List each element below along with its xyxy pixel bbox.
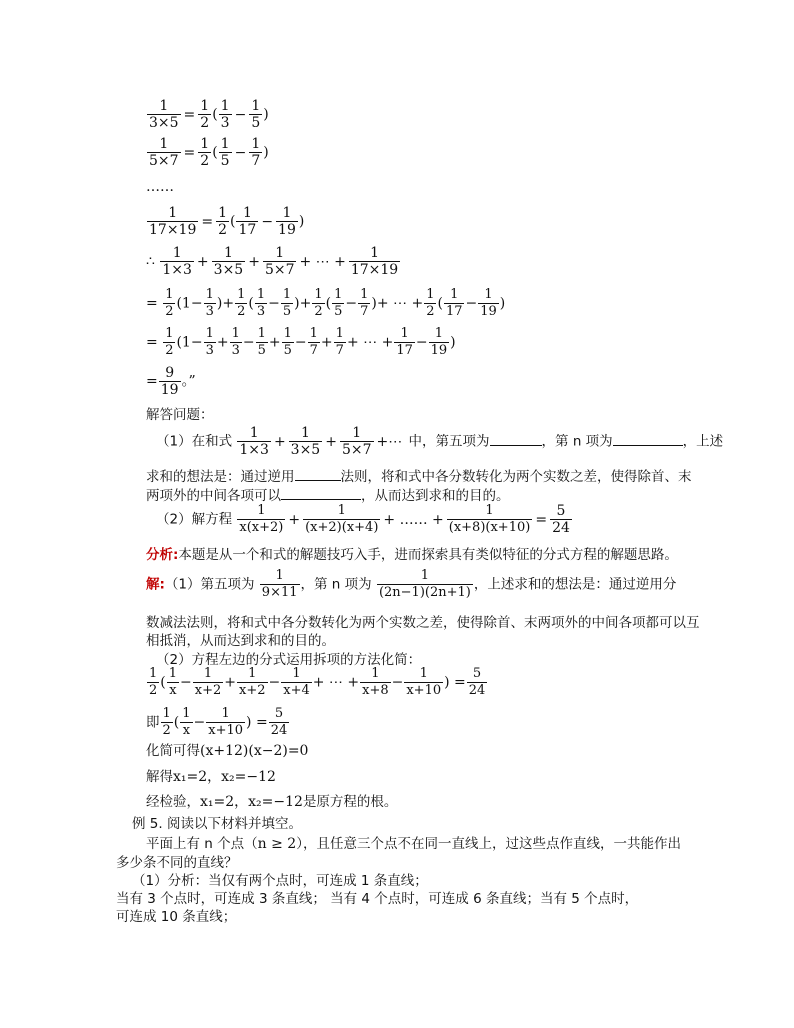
minus-sign: − [234,106,247,123]
example-5-line-1 [146,835,681,853]
denominator: (x+8)(x+10) [448,520,531,535]
denominator: 2 [218,222,228,238]
example-5-line-5: 可连成 10 条直线； [116,909,237,925]
fraction [147,98,181,131]
question-1-line3b: ，从而达到求和的目的。 [361,488,510,504]
denominator: 2 [200,153,210,169]
simplify-line [146,742,308,760]
check-tail: 是原方程的根。 [302,794,398,810]
numerator: 1 [275,245,285,261]
question-2: （2）解方程 $\frac{1}{x(x+2)}$ + $\frac{1}{(x+2)(x+4)}$ + …… + $\frac{1}{(x+8)(x+10)}$ = $\frac{5}{24}$ [156,503,570,536]
numerator: 1 [172,245,182,261]
blank-fifth-term[interactable] [490,431,542,446]
paren-open: ( [230,213,236,230]
paren-close: ) [263,106,269,123]
denominator: 24 [552,520,570,536]
denominator: 3 [220,115,230,131]
numerator: 1 [251,136,261,152]
solve-label: 解得 [146,769,173,785]
equation-2 [146,136,269,169]
example-5-line-3: （1）分析：当仅有两个点时，可连成 1 条直线； [132,873,428,889]
numerator: 1 [200,98,210,114]
step-2: = $\frac{1}{2}$ (1− $\frac{1}{3}$ + $\frac{1}{3}$ − $\frac{1}{5}$ + $\frac{1}{5}$ − $\frac{1}{7}$ + $\frac{1}{7}$ + ⋯ + $\frac{1}{17}$ − $\frac{1}{19}$ ) [146,326,456,358]
numerator: 1 [220,98,230,114]
numerator: 1 [242,205,252,221]
question-1-line-1: （1）在和式 $\frac{1}{1\times 3}$ + $\frac{1}{3\times 5}$ + $\frac{1}{5\times 7}$ +⋯ 中，第五项为 ，第 n 项为 ，上述 [156,425,724,458]
solution-part-2: （2）方程左边的分式运用拆项的方法化简： [156,652,422,668]
numerator: 1 [282,205,292,221]
question-1-mid2: ，第 n 项为 [541,433,613,450]
denominator: 17×19 [149,222,197,238]
numerator: 1 [200,136,210,152]
denominator: 19 [160,382,179,398]
question-1-tail: ，上述 [682,433,724,450]
paren-close: ) [298,213,305,230]
analysis-text: 本题是从一个和式的解题技巧入手，进而探索具有类似特征的分式方程的解题思路。 [178,547,678,563]
example-5-l1b: ），且任意三个点不在同一直线上，过这些点作直线，一共能作出 [296,836,681,852]
step-1: = $\frac{1}{2}$ (1− $\frac{1}{3}$ )+ $\frac{1}{2}$ ( $\frac{1}{3}$ − $\frac{1}{5}$ )+ $\frac{1}{2}$ ( $\frac{1}{5}$ − $\frac{1}{7}$ )+ ⋯ + $\frac{1}{2}$ ( $\frac{1}{17}$ − $\frac{1}{19}$ ) [146,287,506,319]
numerator: 1 [223,245,233,261]
blank-rule[interactable] [295,466,341,481]
analysis [146,546,678,564]
paren-open: ( [212,144,218,161]
equals-sign: = [183,106,196,123]
equals-sign: = [146,334,158,351]
solution-p1: （1）第五项为 [164,576,255,593]
closing-quote: 。” [181,373,196,390]
blank-nth-term[interactable] [613,431,683,446]
denominator: (x+2)(x+4) [305,520,379,535]
example-5-line-4: 当有 3 个点时，可连成 3 条直线； 当有 4 个点时，可连成 6 条直线；当有 5 个点时， [116,891,639,907]
numerator: 1 [159,136,169,152]
simplify-label: 化简可得 [146,743,200,759]
denominator: 1×3 [162,262,192,278]
example-5-title: 例 5. 阅读以下材料并填空。 [132,816,302,832]
sum-dots: + ⋯ + [299,253,346,270]
check-line [146,793,397,811]
solution-line-1: 解:（1）第五项为 $\frac{1}{9\times 11}$ ，第 n 项为 $\frac{1}{(2n-1)(2n+1)}$ ，上述求和的想法是：通过逆用分 [146,568,677,600]
numerator: 1 [370,245,379,261]
question-1-line3a: 两项外的中间各项可以 [146,488,281,504]
denominator: 5×7 [149,153,179,169]
denominator: x(x+2) [239,520,284,535]
equals-sign: = [183,144,196,161]
answer-heading: 解答问题： [146,407,214,423]
numerator: 1 [218,205,228,221]
denominator: 3×5 [213,262,244,278]
question-2-label: （2）解方程 [156,511,233,528]
paren-close: ) [263,144,269,161]
question-1-line2a: 求和的想法是：通过逆用 [146,469,295,485]
ji-label: 即 [146,714,160,731]
solution-p2: ，第 n 项为 [300,576,372,593]
roots: x₁=2，x₂=−12 [173,769,276,785]
sum-expression: ∴ $\frac{1}{1\times 3}$ + $\frac{1}{3\times 5}$ + $\frac{1}{5\times 7}$ + ⋯ + $\frac{1}{17\times 19}$ [146,245,399,278]
denominator: 17 [238,222,257,238]
equation-3 [146,205,304,238]
denominator: 2 [200,115,210,131]
sum-dots: + …… + [383,511,444,528]
check-roots: x₁=2，x₂=−12 [200,794,303,810]
simplified-form: 即 $\frac{1}{2}$ ( $\frac{1}{x}$ − $\frac{1}{x+10}$ ) = $\frac{5}{24}$ [146,706,288,738]
denominator: 19 [278,222,296,238]
numerator: 1 [168,205,178,221]
solution-line-2: 数减法法则，将和式中各分数转化为两个实数之差，使得除首、末两项外的中间各项都可以互 [146,615,700,631]
solution-label: 解: [146,576,165,593]
question-1-line-2 [146,466,692,486]
numerator: 9 [165,365,175,381]
solution-p3: ，上述求和的想法是：通过逆用分 [473,576,677,593]
solution-line-3: 相抵消，从而达到求和的目的。 [146,633,335,649]
numerator: 1 [251,98,261,114]
blank-cancel[interactable] [281,485,361,500]
denominator: 17×19 [350,262,399,278]
denominator: 5 [251,115,261,131]
result: = $\frac{9}{19}$ 。” [146,365,196,398]
minus-sign: − [234,144,247,161]
analysis-label: 分析: [146,547,179,563]
denominator: 3×5 [149,115,179,131]
equals-sign: = [146,295,158,312]
simplified-equation: (x+12)(x−2)=0 [200,743,309,759]
question-1-label: （1）在和式 [156,433,233,450]
numerator: 1 [220,136,230,152]
denominator: (2n−1)(2n+1) [378,585,471,600]
numerator: 1 [159,98,169,114]
question-1-line-3 [146,485,510,505]
question-1-line2b: 法则，将和式中各分数转化为两个实数之差，使得除首、末 [340,469,692,485]
solve-line [146,768,276,786]
denominator: 9×11 [261,585,298,600]
example-5-line-2: 多少条不同的直线？ [116,855,238,871]
minus-sign: − [261,213,274,230]
denominator: 5×7 [264,262,295,278]
ellipsis: …… [146,179,174,195]
numerator: 5 [556,503,566,519]
equals-sign: = [201,213,214,230]
check-label: 经检验， [146,794,200,810]
equation-1 [146,98,269,131]
paren-open: ( [212,106,218,123]
expansion: $\frac{1}{2}$ ( $\frac{1}{x}$ − $\frac{1}{x+2}$ + $\frac{1}{x+2}$ − $\frac{1}{x+4}$ + ⋯ + $\frac{1}{x+8}$ − $\frac{1}{x+10}$ ) = $\frac{5}{24}$ [149,666,486,698]
question-1-mid: 中，第五项为 [408,433,490,450]
denominator: 5 [220,153,230,169]
therefore-symbol: ∴ [146,253,155,270]
denominator: 7 [251,153,261,169]
condition: n ≥ 2 [257,836,297,852]
example-5-l1a: 平面上有 n 个点（ [146,836,258,852]
